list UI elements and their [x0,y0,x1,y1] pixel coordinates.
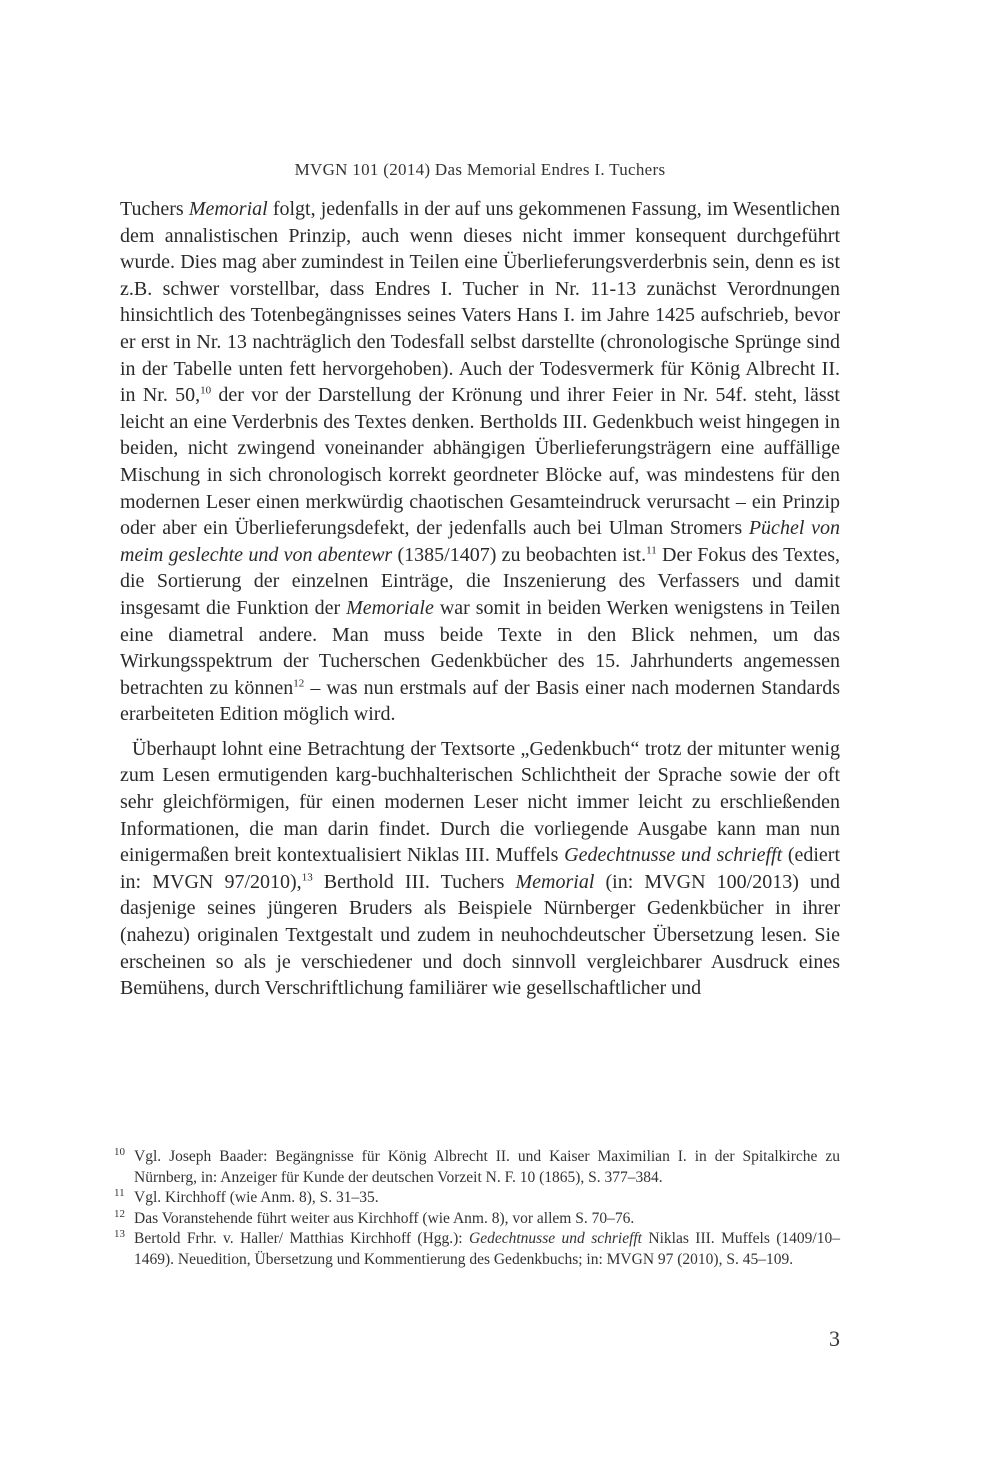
text-segment: Vgl. Kirchhoff (wie Anm. 8), S. 31–35. [134,1189,379,1206]
text-segment: Berthold III. Tuchers [312,870,516,893]
footnote-number: 13 [114,1228,125,1240]
text-segment: Vgl. Joseph Baader: Begängnisse für König Albrecht II. und Kaiser Maximilian I. in der Spitalkirche zu Nürnberg, in: Anzeiger für Kunde der deutschen Vorzeit N. F. 10 (1865), S. 377–384. [134,1148,840,1186]
text-segment: Bertold Frhr. v. Haller/ Matthias Kirchhoff (Hgg.): [134,1230,470,1247]
text-segment: folgt, jedenfalls in der auf uns gekommenen Fassung, im Wesentlichen dem annalistischen Prinzip, auch wenn dieses nicht immer konsequent durchgeführt wurde. Dies mag aber zumindest in Teilen eine Überlieferungsverderbnis sein, denn es ist z.B. schwer vorstellbar, dass Endres I. Tucher in Nr. 11-13 zunächst Verordnungen hinsichtlich des Totenbegängnisses seines Vaters Hans I. im Jahre 1425 aufschrieb, bevor er erst in Nr. 13 nachträglich den Todesfall selbst darstellte (chronologische Sprünge sind in der Tabelle unten fett hervorgehoben). Auch der Todesvermerk für König Albrecht II. in Nr. 50, [120,198,841,407]
footnote-ref: 10 [200,384,212,397]
text-segment: (ediert in: MVGN 97/2010), [120,844,841,893]
text-segment: war somit in beiden Werken wenigstens in Teilen eine diametral andere. Man muss beide Texte in den Blick nehmen, um das Wirkungsspektrum der Tucherschen Gedenkbücher des 15. Jahrhunderts angemessen betrachten zu können [120,596,840,699]
footnote-text [134,1189,379,1206]
footnote [114,1207,840,1230]
footnote-ref: 12 [293,677,305,690]
footnote-number: 10 [114,1146,125,1158]
footnote [114,1228,840,1270]
footnote-number: 12 [114,1207,125,1220]
text-segment: Gedechtnusse und schriefft [564,844,783,867]
page-number: 3 [829,1326,840,1351]
text-segment: Niklas III. Muffels (1409/10–1469). Neuedition, Übersetzung und Kommentierung des Gedenkbuchs; in: MVGN 97 (2010), S. 45–109. [134,1230,840,1268]
paragraph [120,196,840,728]
text-segment: – was nun erstmals auf der Basis einer nach modernen Standards erarbeiteten Edition möglich wird. [120,676,840,726]
text-segment: Überhaupt lohnt eine Betrachtung der Textsorte „Gedenkbuch“ trotz der mitunter wenig zum Lesen ermutigenden karg-buchhalterischen Schlichtheit der Sprache sowie der oft sehr gleichförmigen, für einen modernen Leser nicht immer leicht zu erschließenden Informationen, die man darin findet. Durch die vorliegende Ausgabe kann man nun einigermaßen breit kontextualisiert Niklas III. Muffels [120,737,840,867]
footnote-text [134,1230,840,1268]
paragraph [120,736,840,1002]
text-segment: Memoriale [346,596,434,619]
text-segment: der vor der Darstellung der Krönung und ihrer Feier in Nr. 54f. steht, lässt leicht an eine Verderbnis des Textes denken. Bertholds III. Gedenkbuch weist hingegen in beiden, nicht zwingend voneinander abhängigen Überlieferungsträgern eine auffällige Mischung in sich chronologisch korrekt geordneter Blöcke auf, was mindestens für den modernen Leser einen merkwürdig chaotischen Gesamteindruck verursacht – ein Prinzip oder aber ein Überlieferungsdefekt, der jedenfalls auch bei Ulman Stromers [120,384,840,540]
footnote-text [134,1148,840,1186]
text-segment: Tuchers [120,198,189,220]
running-head: MVGN 101 (2014) Das Memorial Endres I. Tuchers [294,160,666,179]
text-segment: Das Voranstehende führt weiter aus Kirchhoff (wie Anm. 8), vor allem S. 70–76. [134,1209,635,1227]
text-segment: Püchel von meim geslechte und von abentewr [120,517,840,566]
footnote-text [134,1210,634,1227]
text-segment: (in: MVGN 100/2013) und dasjenige seines jüngeren Bruders als Beispiele Nürnberger Gedenkbücher in ihrer (nahezu) originalen Textgestalt und zudem in neuhochdeutscher Übersetzung lesen. Sie erscheinen so als je verschiedener und doch sinnvoll vergleichbarer Ausdruck eines Bemühens, durch Verschriftlichung familiärer wie gesellschaftlicher und [120,870,840,1000]
footnotes [114,1146,840,1270]
text-segment: Der Fokus des Textes, die Sortierung der einzelnen Einträge, die Inszenierung des Verfassers und damit insgesamt die Funktion der [120,543,840,619]
footnote-ref: 13 [301,871,313,884]
footnote [114,1187,840,1209]
text-segment: (1385/1407) zu beobachten ist. [392,543,647,566]
body-text [120,196,840,1002]
text-segment: Memorial [515,870,595,893]
text-segment: Memorial [188,198,268,220]
footnote-number: 11 [114,1187,125,1199]
footnote [114,1146,840,1188]
footnote-ref: 11 [646,544,657,557]
text-segment: Gedechtnusse und schriefft [469,1230,642,1247]
